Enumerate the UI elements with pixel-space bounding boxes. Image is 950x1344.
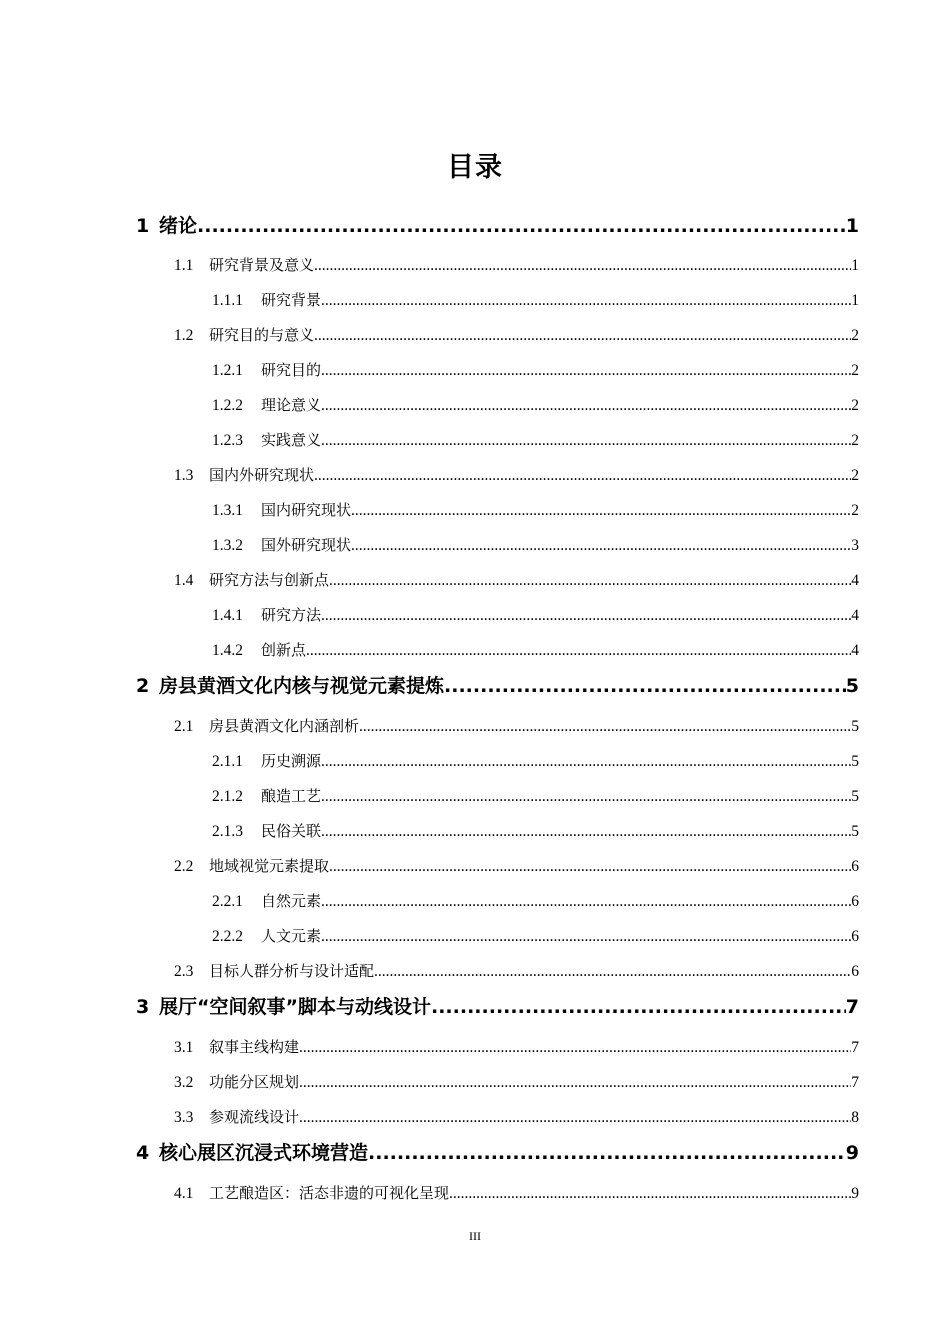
toc-entry-level-3[interactable] [212, 924, 859, 948]
toc-entry-label: 实践意义 [261, 431, 322, 449]
toc-entry-page: 2 [851, 327, 859, 344]
toc-entry-page: 7 [851, 1074, 859, 1091]
toc-entry-level-2[interactable] [174, 959, 859, 983]
toc-entry-number: 1 [136, 215, 150, 237]
toc-entry-level-2[interactable] [174, 1181, 859, 1205]
dot-leader [329, 855, 851, 879]
toc-entry-level-3[interactable] [212, 603, 859, 627]
dot-leader [314, 324, 851, 348]
toc-entry-level-2[interactable] [174, 714, 859, 738]
toc-entry-level-1[interactable] [136, 674, 859, 698]
toc-entry-level-3[interactable] [212, 638, 859, 662]
toc-entry-level-2[interactable] [174, 463, 859, 487]
dot-leader [444, 674, 846, 698]
toc-entry-level-1[interactable] [136, 214, 859, 238]
dot-leader [321, 820, 851, 844]
toc-entry-level-3[interactable] [212, 428, 859, 452]
toc-entry-page: 5 [851, 753, 859, 770]
toc-entry-label: 功能分区规划 [209, 1073, 300, 1091]
toc-entry-page: 6 [851, 928, 859, 945]
toc-entry-level-3[interactable] [212, 889, 859, 913]
dot-leader [321, 289, 851, 313]
toc-entry-label: 自然元素 [261, 892, 322, 910]
toc-entry-label: 人文元素 [261, 927, 322, 945]
toc-entry-number: 4 [136, 1142, 150, 1164]
toc-entry-page: 4 [851, 607, 859, 624]
toc-entry-page: 4 [851, 642, 859, 659]
toc-entry-page: 6 [851, 963, 859, 980]
footer-page-number: III [469, 1229, 481, 1243]
toc-entry-level-2[interactable] [174, 854, 859, 878]
toc-entry-number: 2.1.3 [212, 823, 243, 840]
toc-entry-number: 1.2.2 [212, 397, 243, 414]
toc-entry-page: 6 [851, 893, 859, 910]
toc-entry-page: 5 [845, 675, 859, 697]
toc-entry-page: 4 [851, 572, 859, 589]
toc-entry-level-3[interactable] [212, 498, 859, 522]
dot-leader [314, 254, 851, 278]
dot-leader [359, 715, 851, 739]
toc-entry-number: 2.3 [174, 963, 194, 980]
toc-entry-number: 2.2.2 [212, 928, 243, 945]
toc-entry-level-2[interactable] [174, 1035, 859, 1059]
toc-entry-level-1[interactable] [136, 1141, 859, 1165]
toc-entry-number: 1.2.3 [212, 432, 243, 449]
toc-entry-level-3[interactable] [212, 749, 859, 773]
toc-entry-page: 6 [851, 858, 859, 875]
toc-entry-label: 核心展区沉浸式环境营造 [159, 1142, 369, 1164]
toc-entry-page: 2 [851, 432, 859, 449]
dot-leader [321, 890, 851, 914]
toc-entry-label: 叙事主线构建 [209, 1038, 300, 1056]
toc-entry-label: 房县黄酒文化内涵剖析 [209, 717, 360, 735]
toc-entry-label: 目标人群分析与设计适配 [209, 962, 375, 980]
toc-entry-page: 2 [851, 362, 859, 379]
dot-leader [321, 359, 851, 383]
toc-entry-page: 1 [851, 292, 859, 309]
toc-entry-label: 历史溯源 [261, 752, 322, 770]
toc-entry-label: 国内研究现状 [261, 501, 352, 519]
toc-entry-level-2[interactable] [174, 1070, 859, 1094]
toc-entry-number: 1.4 [174, 572, 194, 589]
toc-entry-label: 国外研究现状 [261, 536, 352, 554]
toc-entry-number: 1.3.2 [212, 537, 243, 554]
toc-entry-level-3[interactable] [212, 288, 859, 312]
toc-entry-number: 1.1 [174, 257, 194, 274]
toc-entry-page: 3 [851, 537, 859, 554]
dot-leader [306, 639, 851, 663]
toc-entry-label: 研究方法与创新点 [209, 571, 330, 589]
toc-entry-level-1[interactable] [136, 995, 859, 1019]
toc-entry-label: 研究背景 [261, 291, 322, 309]
dot-leader [314, 464, 851, 488]
toc-entry-page: 5 [851, 823, 859, 840]
toc-entry-number: 1.4.1 [212, 607, 243, 624]
toc-entry-label: 展厅“空间叙事”脚本与动线设计 [159, 996, 431, 1018]
toc-entry-label: 绪论 [159, 215, 198, 237]
dot-leader [351, 499, 851, 523]
toc-entry-number: 2.2.1 [212, 893, 243, 910]
dot-leader [321, 429, 851, 453]
toc-entry-label: 国内外研究现状 [209, 466, 315, 484]
toc-entry-label: 研究目的与意义 [209, 326, 315, 344]
toc-entry-number: 3.1 [174, 1039, 194, 1056]
toc-entry-label: 理论意义 [261, 396, 322, 414]
toc-entry-label: 创新点 [261, 641, 307, 659]
toc-entry-number: 1.3 [174, 467, 194, 484]
dot-leader [431, 995, 846, 1019]
toc-entry-page: 2 [851, 397, 859, 414]
toc-entry-page: 5 [851, 718, 859, 735]
toc-entry-number: 1.1.1 [212, 292, 243, 309]
dot-leader [197, 214, 846, 238]
toc-entry-level-3[interactable] [212, 784, 859, 808]
toc-entry-level-3[interactable] [212, 393, 859, 417]
toc-entry-label: 工艺酿造区：活态非遗的可视化呈现 [209, 1184, 450, 1202]
toc-entry-page: 5 [851, 788, 859, 805]
toc-entry-number: 1.3.1 [212, 502, 243, 519]
toc-entry-page: 7 [845, 996, 859, 1018]
toc-entry-number: 2.1.1 [212, 753, 243, 770]
dot-leader [321, 394, 851, 418]
toc-entry-label: 酿造工艺 [261, 787, 322, 805]
toc-entry-level-3[interactable] [212, 533, 859, 557]
toc-entry-number: 2 [136, 675, 150, 697]
dot-leader [299, 1036, 851, 1060]
dot-leader [299, 1106, 851, 1130]
toc-entry-number: 4.1 [174, 1185, 194, 1202]
dot-leader [449, 1182, 851, 1206]
toc-entry-page: 7 [851, 1039, 859, 1056]
toc-entry-label: 地域视觉元素提取 [209, 857, 330, 875]
toc-entry-level-3[interactable] [212, 819, 859, 843]
dot-leader [321, 604, 851, 628]
toc-entry-page: 2 [851, 502, 859, 519]
toc-entry-number: 3 [136, 996, 150, 1018]
dot-leader [329, 569, 851, 593]
toc-entry-label: 研究方法 [261, 606, 322, 624]
toc-entry-label: 研究目的 [261, 361, 322, 379]
toc-entry-label: 参观流线设计 [209, 1108, 300, 1126]
toc-entry-label: 研究背景及意义 [209, 256, 315, 274]
dot-leader [351, 534, 851, 558]
toc-entry-level-2[interactable] [174, 568, 859, 592]
toc-entry-number: 2.1 [174, 718, 194, 735]
dot-leader [321, 785, 851, 809]
toc-entry-number: 3.2 [174, 1074, 194, 1091]
toc-entry-page: 9 [851, 1185, 859, 1202]
page-title: 目录 [447, 152, 503, 183]
toc-entry-number: 1.2.1 [212, 362, 243, 379]
dot-leader [321, 750, 851, 774]
dot-leader [321, 925, 851, 949]
dot-leader [374, 960, 851, 984]
dot-leader [368, 1141, 846, 1165]
toc-entry-number: 2.1.2 [212, 788, 243, 805]
toc-entry-page: 1 [845, 215, 859, 237]
toc-entry-page: 1 [851, 257, 859, 274]
toc-entry-level-2[interactable] [174, 253, 859, 277]
dot-leader [299, 1071, 851, 1095]
toc-entry-number: 1.4.2 [212, 642, 243, 659]
toc-entry-page: 9 [845, 1142, 859, 1164]
toc-entry-level-2[interactable] [174, 1105, 859, 1129]
toc-entry-number: 2.2 [174, 858, 194, 875]
toc-entry-level-2[interactable] [174, 323, 859, 347]
toc-entry-number: 1.2 [174, 327, 194, 344]
toc-entry-page: 8 [851, 1109, 859, 1126]
toc-entry-label: 房县黄酒文化内核与视觉元素提炼 [159, 675, 445, 697]
toc-entry-label: 民俗关联 [261, 822, 322, 840]
toc-entry-number: 3.3 [174, 1109, 194, 1126]
toc-entry-level-3[interactable] [212, 358, 859, 382]
toc-entry-page: 2 [851, 467, 859, 484]
